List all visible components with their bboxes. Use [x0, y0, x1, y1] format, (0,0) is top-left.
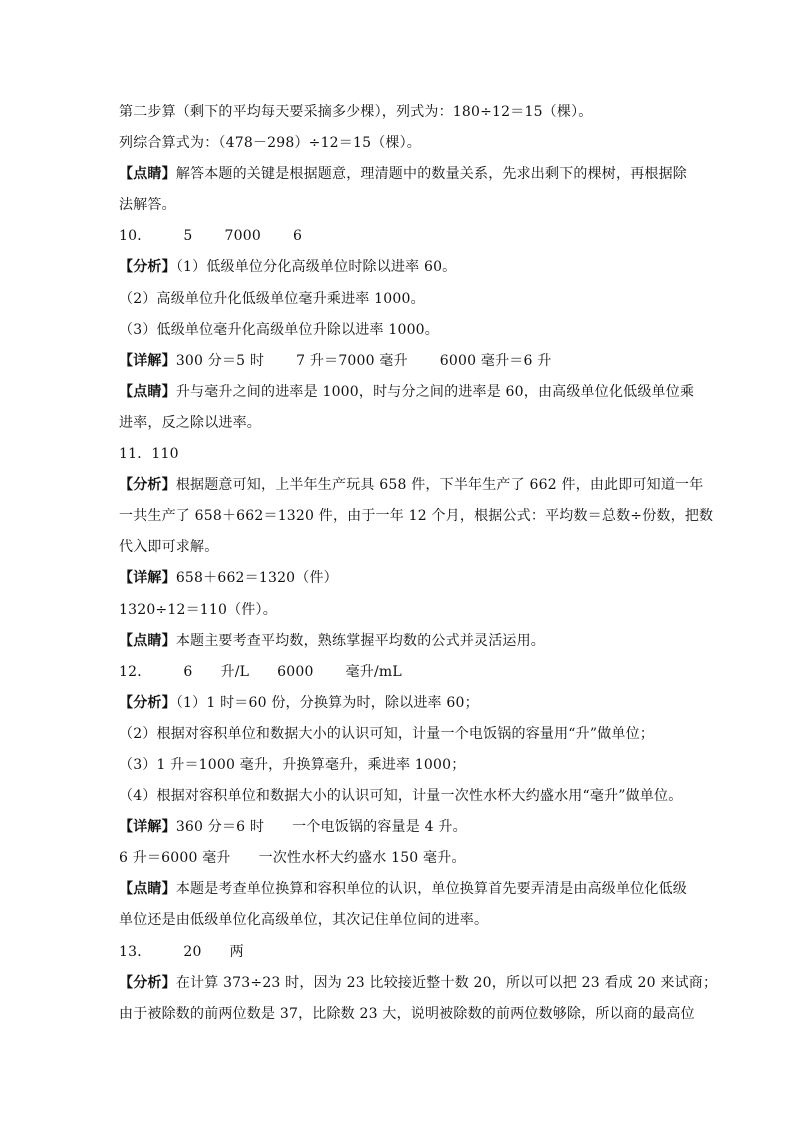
text-line: 第二步算（剩下的平均每天要采摘多少棵），列式为：180÷12＝15（棵）。 — [119, 104, 593, 120]
text-line: 【点睛】升与毫升之间的进率是 1000，时与分之间的进率是 60，由高级单位化低级单位乘 — [119, 383, 695, 400]
answer-blank: 7000 — [224, 228, 261, 245]
text-line: 【点睛】本题是考查单位换算和容积单位的认识，单位换算首先要弄清是由高级单位化低级 — [119, 881, 688, 898]
text-line: （3）低级单位毫升化高级单位升除以进率 1000。 — [119, 321, 439, 338]
question-number-line: 11．110 — [119, 446, 179, 463]
text-line: 【点睛】解答本题的关键是根据题意，理清题中的数量关系，先求出剩下的棵树，再根据除 — [119, 166, 688, 183]
section-tag: 【点睛】 — [119, 632, 176, 649]
text-line: 【详解】658＋662＝1320（件） — [119, 570, 338, 587]
text-line: 【分析】（1）1 时＝60 份，分换算为时，除以进率 60； — [119, 694, 479, 711]
question-number: 12． — [119, 663, 152, 680]
text-line: 【点睛】本题主要考查平均数，熟练掌握平均数的公式并灵活运用。 — [119, 632, 546, 649]
text-line: 代入即可求解。 — [119, 539, 219, 556]
answer-blank: 20 — [183, 943, 202, 960]
text-line: 6 升＝6000 毫升 一次性水杯大约盛水 150 毫升。 — [119, 850, 466, 867]
answer-blank: 毫升/mL — [345, 663, 402, 680]
text-line: （4）根据对容积单位和数据大小的认识可知，计量一次性水杯大约盛水用“毫升”做单位。 — [119, 788, 683, 805]
question-number: 10． — [119, 228, 152, 245]
section-tag: 【分析】 — [119, 694, 176, 711]
section-tag: 【点睛】 — [119, 881, 176, 898]
answer-explanation-text — [119, 97, 718, 1030]
text-line: 【详解】360 分＝6 时 一个电饭锅的容量是 4 升。 — [119, 819, 467, 836]
text-line: 法解答。 — [119, 197, 176, 214]
text-line: 列综合算式为：（478－298）÷12＝15（棵）。 — [119, 135, 422, 152]
text-line: 由于被除数的前两位数是 37，比除数 23 大，说明被除数的前两位数够除，所以商的最高位 — [119, 1005, 695, 1022]
question-number: 13． — [119, 943, 152, 960]
answer-blank: 5 — [183, 228, 193, 245]
section-tag: 【点睛】 — [119, 166, 176, 183]
section-tag: 【分析】 — [119, 974, 176, 991]
section-tag: 【分析】 — [119, 477, 176, 494]
text-line: （2）高级单位升化低级单位毫升乘进率 1000。 — [119, 290, 425, 307]
text-line: （2）根据对容积单位和数据大小的认识可知，计量一个电饭锅的容量用“升”做单位； — [119, 725, 655, 742]
text-line: 【分析】在计算 373÷23 时，因为 23 比较接近整十数 20，所以可以把 23 看成 20 来试商； — [119, 974, 718, 991]
question-number-line — [119, 657, 679, 688]
text-line: 进率，反之除以进率。 — [119, 414, 261, 431]
answer-blank: 两 — [229, 943, 244, 960]
text-line: 一共生产了 658＋662＝1320 件，由于一年 12 个月，根据公式：平均数＝总数÷份数，把数 — [119, 508, 714, 525]
text-line: 【分析】（1）低级单位分化高级单位时除以进率 60。 — [119, 259, 457, 276]
section-tag: 【详解】 — [119, 819, 176, 836]
text-line: （3）1 升＝1000 毫升，升换算毫升，乘进率 1000； — [119, 756, 466, 773]
question-number-line — [119, 221, 679, 252]
answer-blank: 升/L — [220, 663, 250, 680]
section-tag: 【分析】 — [119, 259, 176, 276]
text-line: 【分析】根据题意可知，上半年生产玩具 658 件，下半年生产了 662 件，由此即可知道一年 — [119, 477, 704, 494]
question-number-line — [119, 937, 679, 968]
answer-blank: 6000 — [277, 663, 314, 680]
text-line: 【详解】300 分＝5 时 7 升＝7000 毫升 6000 毫升＝6 升 — [119, 352, 552, 369]
section-tag: 【详解】 — [119, 352, 176, 369]
section-tag: 【详解】 — [119, 570, 176, 587]
text-line: 1320÷12＝110（件）。 — [119, 601, 277, 618]
answer-blank: 6 — [292, 228, 303, 245]
text-line: 单位还是由低级单位化高级单位，其次记住单位间的进率。 — [119, 912, 489, 929]
answer-blank: 6 — [183, 663, 193, 680]
section-tag: 【点睛】 — [119, 383, 176, 400]
